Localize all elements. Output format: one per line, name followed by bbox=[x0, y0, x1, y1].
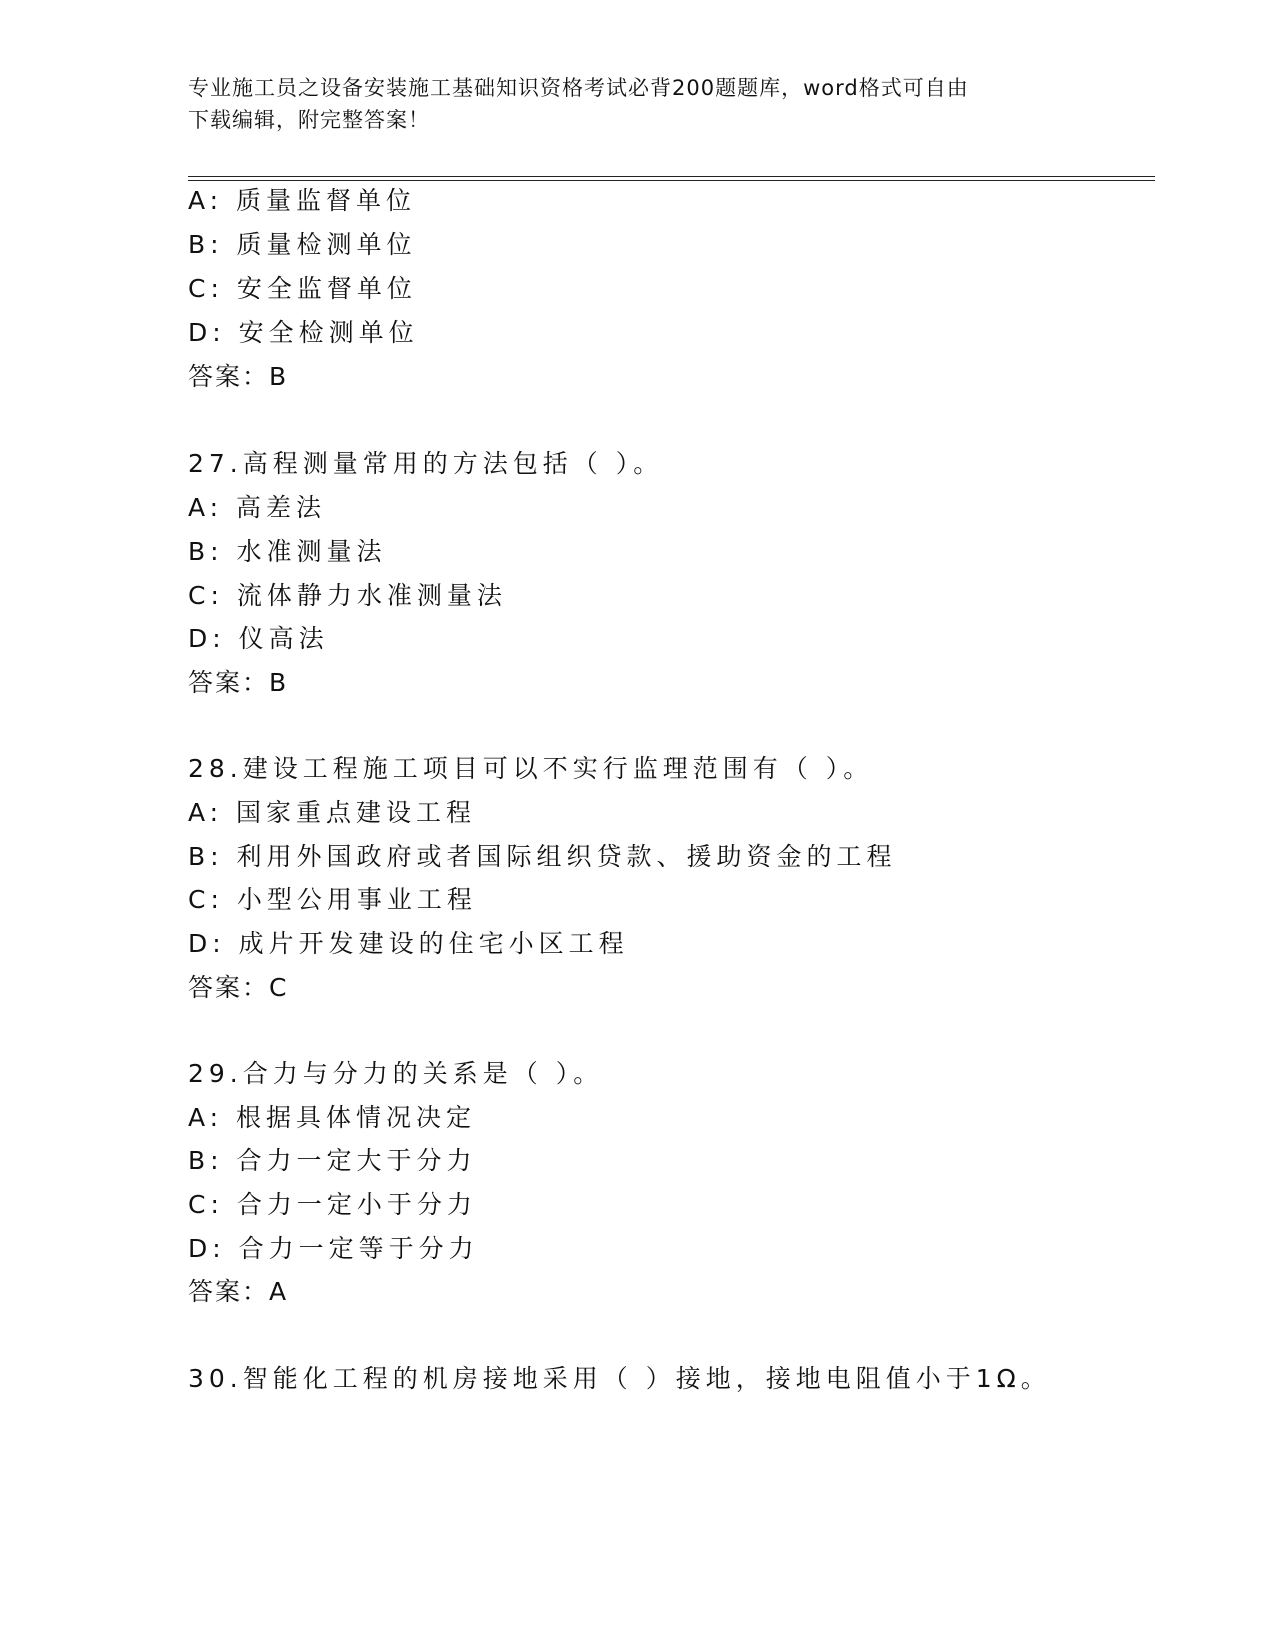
q28-option-c: C: 小型公用事业工程 bbox=[188, 885, 477, 914]
q26-option-c: C: 安全监督单位 bbox=[188, 274, 417, 303]
q30-question: 30.智能化工程的机房接地采用（ ）接地，接地电阻值小于1Ω。 bbox=[188, 1364, 1051, 1393]
q27-option-a: A: 高差法 bbox=[188, 493, 327, 522]
q29-option-c: C: 合力一定小于分力 bbox=[188, 1190, 477, 1219]
q26-answer: 答案：B bbox=[188, 362, 289, 391]
q26-option-d: D: 安全检测单位 bbox=[188, 318, 419, 347]
q29-answer: 答案：A bbox=[188, 1277, 289, 1306]
q27-question: 27.高程测量常用的方法包括（ ）。 bbox=[188, 449, 664, 478]
q26-option-a: A: 质量监督单位 bbox=[188, 186, 417, 215]
q28-answer: 答案：C bbox=[188, 973, 289, 1002]
q27-option-c: C: 流体静力水准测量法 bbox=[188, 581, 507, 610]
q28-option-d: D: 成片开发建设的住宅小区工程 bbox=[188, 929, 629, 958]
header-divider bbox=[188, 176, 1155, 181]
header-line-2: 下载编辑，附完整答案！ bbox=[188, 108, 430, 132]
q26-option-b: B: 质量检测单位 bbox=[188, 230, 417, 259]
q29-question: 29.合力与分力的关系是（ ）。 bbox=[188, 1059, 604, 1088]
q27-option-b: B: 水准测量法 bbox=[188, 537, 387, 566]
document-header bbox=[188, 72, 1068, 136]
q28-question: 28.建设工程施工项目可以不实行监理范围有（ ）。 bbox=[188, 754, 874, 783]
header-line-1: 专业施工员之设备安装施工基础知识资格考试必背200题题库，word格式可自由 bbox=[188, 76, 969, 100]
q29-option-d: D: 合力一定等于分力 bbox=[188, 1234, 479, 1263]
q28-option-b: B: 利用外国政府或者国际组织贷款、援助资金的工程 bbox=[188, 842, 897, 871]
q29-option-a: A: 根据具体情况决定 bbox=[188, 1103, 477, 1132]
q27-answer: 答案：B bbox=[188, 668, 289, 697]
q28-option-a: A: 国家重点建设工程 bbox=[188, 798, 477, 827]
q27-option-d: D: 仪高法 bbox=[188, 624, 329, 653]
q29-option-b: B: 合力一定大于分力 bbox=[188, 1146, 477, 1175]
